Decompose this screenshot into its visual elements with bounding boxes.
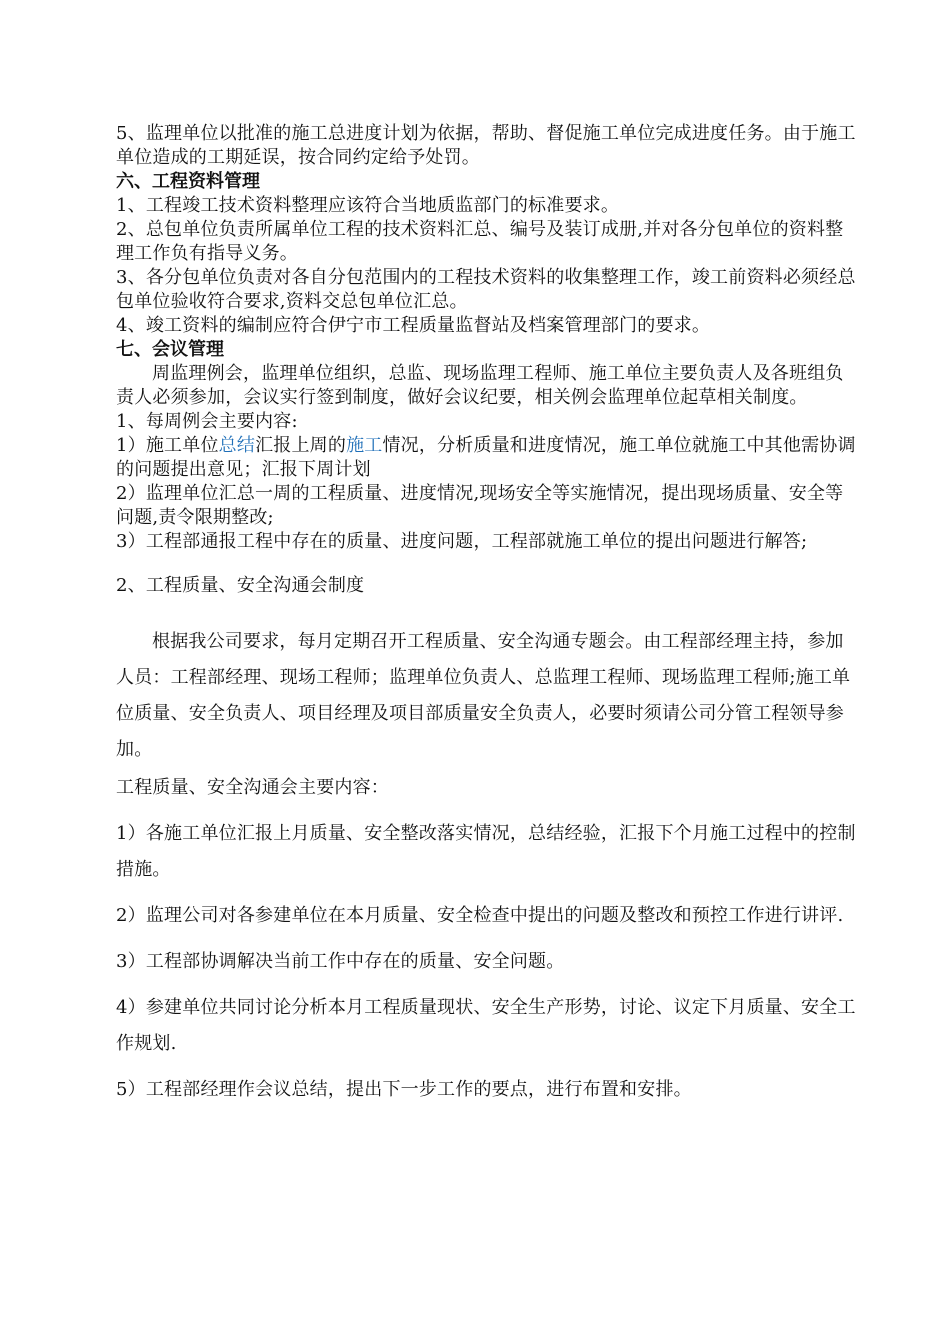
comm-item: 5）工程部经理作会议总结，提出下一步工作的要点，进行布置和安排。 bbox=[116, 1079, 692, 1100]
list-item: 2、总包单位负责所属单位工程的技术资料汇总、编号及装订成册,并对各分包单位的资料整理工作负有指导义务。 bbox=[116, 219, 844, 264]
list-item: 4、竣工资料的编制应符合伊宁市工程质量监督站及档案管理部门的要求。 bbox=[116, 315, 711, 336]
weekly-meeting-title: 1、每周例会主要内容: bbox=[116, 411, 298, 432]
paragraph-comm-meeting-intro: 根据我公司要求，每月定期召开工程质量、安全沟通专题会。由工程部经理主持，参加人员：工程部经理、现场工程师；监理单位负责人、总监理工程师、现场监理工程师;施工单位质量、安全负责人、项目经理及项目部质量安全负责人，必要时须请公司分管工程领导参加。 bbox=[116, 631, 851, 760]
weekly-item-1 bbox=[116, 434, 856, 482]
link-summary[interactable]: 总结 bbox=[218, 435, 256, 456]
weekly-item-1-part-c: 情况，分析质量和进度情况，施工单位就施工中其他需协调的问题提出意见；汇报下周计划 bbox=[116, 435, 856, 480]
document-page bbox=[116, 122, 856, 1108]
comm-item: 2）监理公司对各参建单位在本月质量、安全检查中提出的问题及整改和预控工作进行讲评. bbox=[116, 905, 844, 926]
comm-item: 3）工程部协调解决当前工作中存在的质量、安全问题。 bbox=[116, 951, 565, 972]
paragraph-schedule-5: 5、监理单位以批准的施工总进度计划为依据，帮助、督促施工单位完成进度任务。由于施工单位造成的工期延误，按合同约定给予处罚。 bbox=[116, 123, 856, 168]
paragraph-weekly-meeting-intro: 周监理例会，监理单位组织，总监、现场监理工程师、施工单位主要负责人及各班组负责人必须参加，会议实行签到制度，做好会议纪要，相关例会监理单位起草相关制度。 bbox=[116, 363, 844, 408]
weekly-item-1-part-b: 汇报上周的 bbox=[255, 435, 347, 456]
link-construction[interactable]: 施工 bbox=[346, 435, 383, 456]
heading-section-6: 六、工程资料管理 bbox=[116, 171, 260, 192]
comm-meeting-title: 2、工程质量、安全沟通会制度 bbox=[116, 575, 365, 596]
comm-item: 1）各施工单位汇报上月质量、安全整改落实情况，总结经验，汇报下个月施工过程中的控制措施。 bbox=[116, 823, 856, 880]
weekly-item-3: 3）工程部通报工程中存在的质量、进度问题，工程部就施工单位的提出问题进行解答; bbox=[116, 531, 808, 552]
weekly-item-1-part-a: 1）施工单位 bbox=[116, 435, 219, 456]
comm-content-title: 工程质量、安全沟通会主要内容： bbox=[116, 777, 389, 798]
list-item: 3、各分包单位负责对各自分包范围内的工程技术资料的收集整理工作，竣工前资料必须经总包单位验收符合要求,资料交总包单位汇总。 bbox=[116, 267, 856, 312]
heading-section-7: 七、会议管理 bbox=[116, 339, 224, 360]
comm-item: 4）参建单位共同讨论分析本月工程质量现状、安全生产形势，讨论、议定下月质量、安全工作规划. bbox=[116, 997, 856, 1054]
weekly-item-2: 2）监理单位汇总一周的工程质量、进度情况,现场安全等实施情况，提出现场质量、安全等问题,责令限期整改; bbox=[116, 483, 844, 528]
list-item: 1、工程竣工技术资料整理应该符合当地质监部门的标准要求。 bbox=[116, 195, 620, 216]
